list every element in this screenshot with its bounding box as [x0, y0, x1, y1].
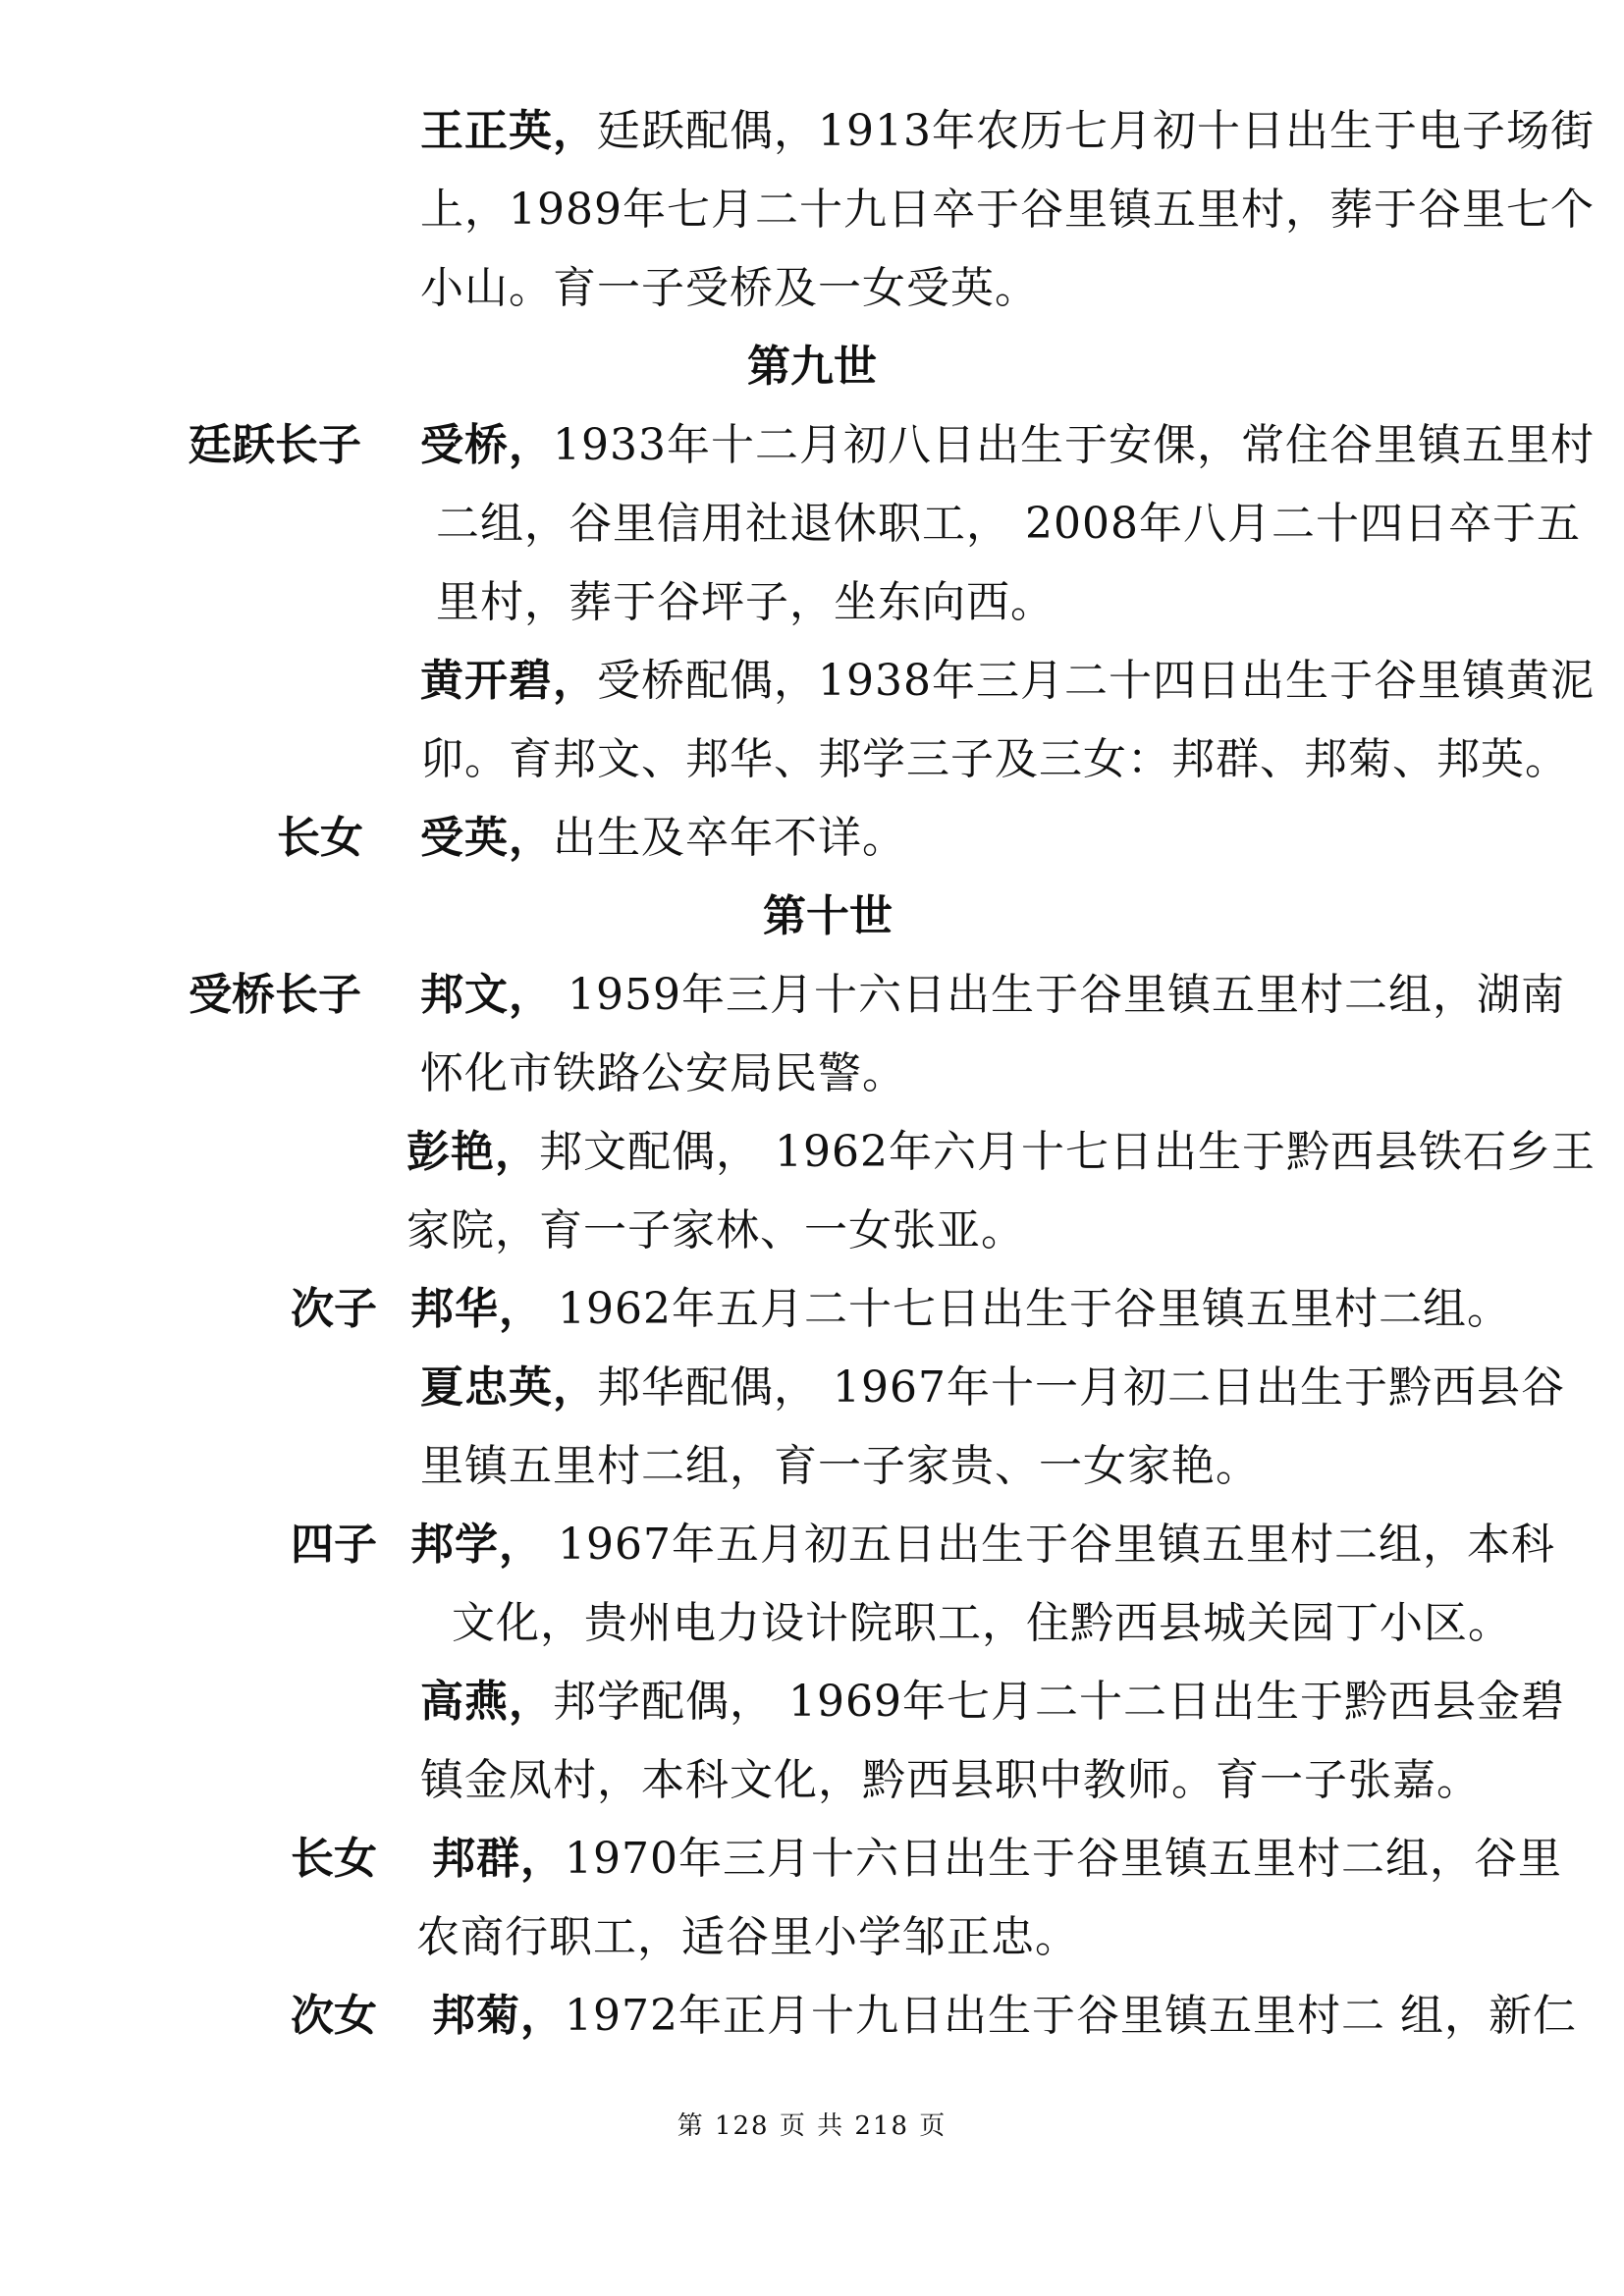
text-line: [420, 259, 1039, 318]
person-name: 高燕，: [420, 1677, 553, 1727]
line-text: 里镇五里村二组，育一子家贵、一女家艳。: [420, 1441, 1260, 1491]
text-line: [432, 1830, 1562, 1889]
line-text: 受桥配偶，1938年三月二十四日出生于谷里镇黄泥: [597, 656, 1595, 706]
text-line: [406, 1123, 1596, 1182]
line-text: 邦华配偶， 1967年十一月初二日出生于黔西县谷: [597, 1362, 1565, 1413]
text-line: [420, 1044, 906, 1103]
person-name: 受桥，: [420, 420, 553, 470]
line-text: 上，1989年七月二十九日卒于谷里镇五里村，葬于谷里七个: [420, 185, 1595, 235]
line-text: 二组，谷里信用社退休职工， 2008年八月二十四日卒于五: [436, 499, 1581, 549]
person-name: 王正英，: [420, 106, 597, 156]
line-text: 1933年十二月初八日出生于安倮，常住谷里镇五里村: [553, 420, 1595, 470]
text-line: [452, 1594, 1512, 1653]
relation-label: 长女: [277, 813, 363, 863]
text-line: [436, 573, 1055, 632]
text-line: [420, 730, 1569, 789]
person-name: 邦群，: [432, 1834, 565, 1884]
person-name: 邦华，: [410, 1284, 543, 1334]
text-line: [436, 495, 1581, 554]
text-line: [410, 1280, 1511, 1339]
line-text: 邦学配偶， 1969年七月二十二日出生于黔西县金碧: [553, 1677, 1565, 1727]
text-line: [420, 1437, 1260, 1496]
line-text: 1959年三月十六日出生于谷里镇五里村二组，湖南: [553, 970, 1565, 1020]
relation-label: 廷跃长子: [189, 420, 361, 470]
person-name: 邦文，: [420, 970, 553, 1020]
line-text: 邦文配偶， 1962年六月十七日出生于黔西县铁石乡王: [539, 1127, 1596, 1177]
generation-heading: 第十世: [763, 891, 893, 941]
text-line: [416, 1908, 1079, 1967]
text-line: [420, 102, 1595, 161]
text-line: [432, 1987, 1577, 2046]
line-text: 农商行职工，适谷里小学邹正忠。: [416, 1912, 1079, 1962]
line-text: 镇金凤村，本科文化，黔西县职中教师。育一子张嘉。: [420, 1755, 1481, 1805]
text-line: [420, 1751, 1481, 1810]
line-text: 1967年五月初五日出生于谷里镇五里村二组，本科: [543, 1520, 1555, 1570]
line-text: 1962年五月二十七日出生于谷里镇五里村二组。: [543, 1284, 1511, 1334]
person-name: 夏忠英，: [420, 1362, 597, 1413]
text-line: [406, 1201, 1025, 1260]
person-name: 邦菊，: [432, 1991, 565, 2041]
page-footer: 第 128 页 共 218 页: [677, 2111, 947, 2141]
text-line: [420, 966, 1565, 1025]
text-line: [420, 1359, 1565, 1417]
line-text: 1970年三月十六日出生于谷里镇五里村二组，谷里: [565, 1834, 1562, 1884]
relation-label: 长女: [291, 1834, 377, 1884]
generation-heading: 第九世: [747, 342, 877, 392]
line-text: 廷跃配偶，1913年农历七月初十日出生于电子场街: [597, 106, 1595, 156]
text-line: [420, 1673, 1565, 1732]
person-name: 彭艳，: [406, 1127, 539, 1177]
text-line: [420, 181, 1595, 240]
person-name: 黄开碧，: [420, 656, 597, 706]
line-text: 里村，葬于谷坪子，坐东向西。: [436, 577, 1055, 627]
line-text: 怀化市铁路公安局民警。: [420, 1048, 906, 1098]
line-text: 卯。育邦文、邦华、邦学三子及三女：邦群、邦菊、邦英。: [420, 734, 1569, 784]
line-text: 文化，贵州电力设计院职工，住黔西县城关园丁小区。: [452, 1598, 1512, 1648]
line-text: 出生及卒年不详。: [553, 813, 906, 863]
line-text: 家院，育一子家林、一女张亚。: [406, 1205, 1025, 1255]
line-text: 1972年正月十九日出生于谷里镇五里村二 组，新仁: [565, 1991, 1577, 2041]
text-line: [420, 652, 1595, 711]
text-line: [410, 1516, 1555, 1575]
person-name: 邦学，: [410, 1520, 543, 1570]
line-text: 小山。育一子受桥及一女受英。: [420, 263, 1039, 313]
relation-label: 四子: [291, 1520, 377, 1570]
relation-label: 次子: [291, 1284, 377, 1334]
text-line: [420, 416, 1595, 475]
relation-label: 次女: [291, 1991, 377, 2041]
person-name: 受英，: [420, 813, 553, 863]
text-line: [420, 809, 906, 868]
relation-label: 受桥长子: [189, 970, 361, 1020]
